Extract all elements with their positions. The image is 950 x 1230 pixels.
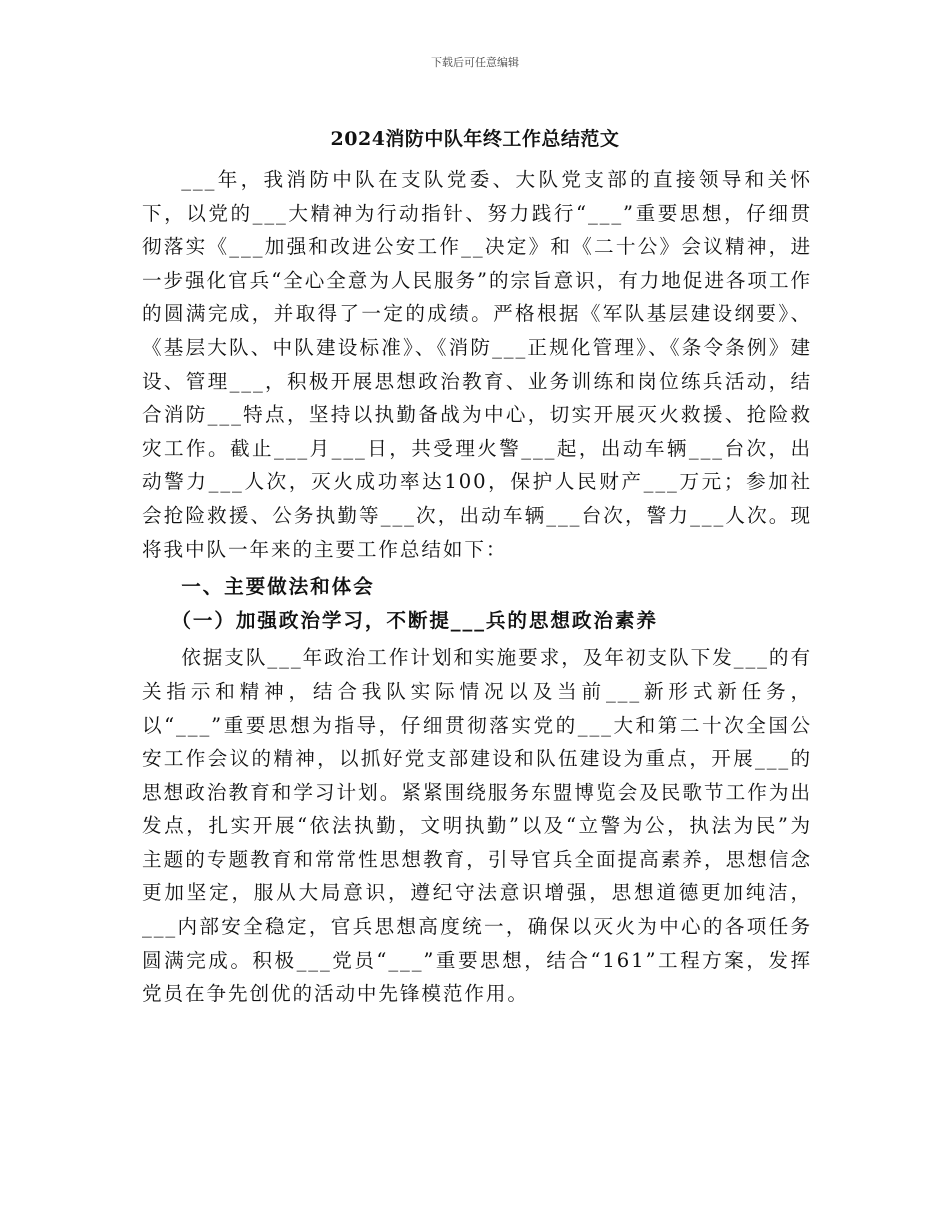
page-header-note: 下载后可任意编辑 — [431, 56, 519, 69]
document-title: 2024消防中队年终工作总结范文 — [330, 128, 620, 150]
intro-paragraph: ___年，我消防中队在支队党委、大队党支部的直接领导和关怀下，以党的___大精神为行动指针、努力践行“___”重要思想，仔细贯彻落实《___加强和改进公安工作__决定》和《二十公》会议精神，进一步强化官兵“全心全意为人民服务”的宗旨意识，有力地促进各项工作的圆满完成，并取得了一定的成绩。严格根据《军队基层建设纲要》、《基层大队、中队建设标准》、《消防___正规化管理》、《条令条例》建设、管理___，积极开展思想政治教育、业务训练和岗位练兵活动，结合消防___特点，坚持以执勤备战为中心，切实开展灭火救援、抢险救灾工作。截止___月___日，共受理火警___起，出动车辆___台次，出动警力___人次，灭火成功率达100，保护人民财产___万元；参加社会抢险救援、公务执勤等___次，出动车辆___台次，警力___人次。现将我中队一年来的主要工作总结如下： — [142, 168, 812, 561]
body-paragraph: 依据支队___年政治工作计划和实施要求，及年初支队下发___的有关指示和精神，结合我队实际情况以及当前___新形式新任务，以“___”重要思想为指导，仔细贯彻落实党的___大和第二十次全国公安工作会议的精神，以抓好党支部建设和队伍建设为重点，开展___的思想政治教育和学习计划。紧紧围绕服务东盟博览会及民歌节工作为出发点，扎实开展“依法执勤，文明执勤”以及“立警为公，执法为民”为主题的专题教育和常常性思想教育，引导官兵全面提高素养，思想信念更加坚定，服从大局意识，遵纪守法意识增强，思想道德更加纯洁，___内部安全稳定，官兵思想高度统一，确保以灭火为中心的各项任务圆满完成。积极___党员“___”重要思想，结合“161”工程方案，发挥党员在争先创优的活动中先锋模范作用。 — [142, 646, 812, 1006]
section-heading: 一、主要做法和体会 — [181, 575, 375, 599]
document-body — [142, 163, 812, 1011]
subsection-heading: （一）加强政治学习，不断提___兵的思想政治素养 — [171, 608, 658, 632]
